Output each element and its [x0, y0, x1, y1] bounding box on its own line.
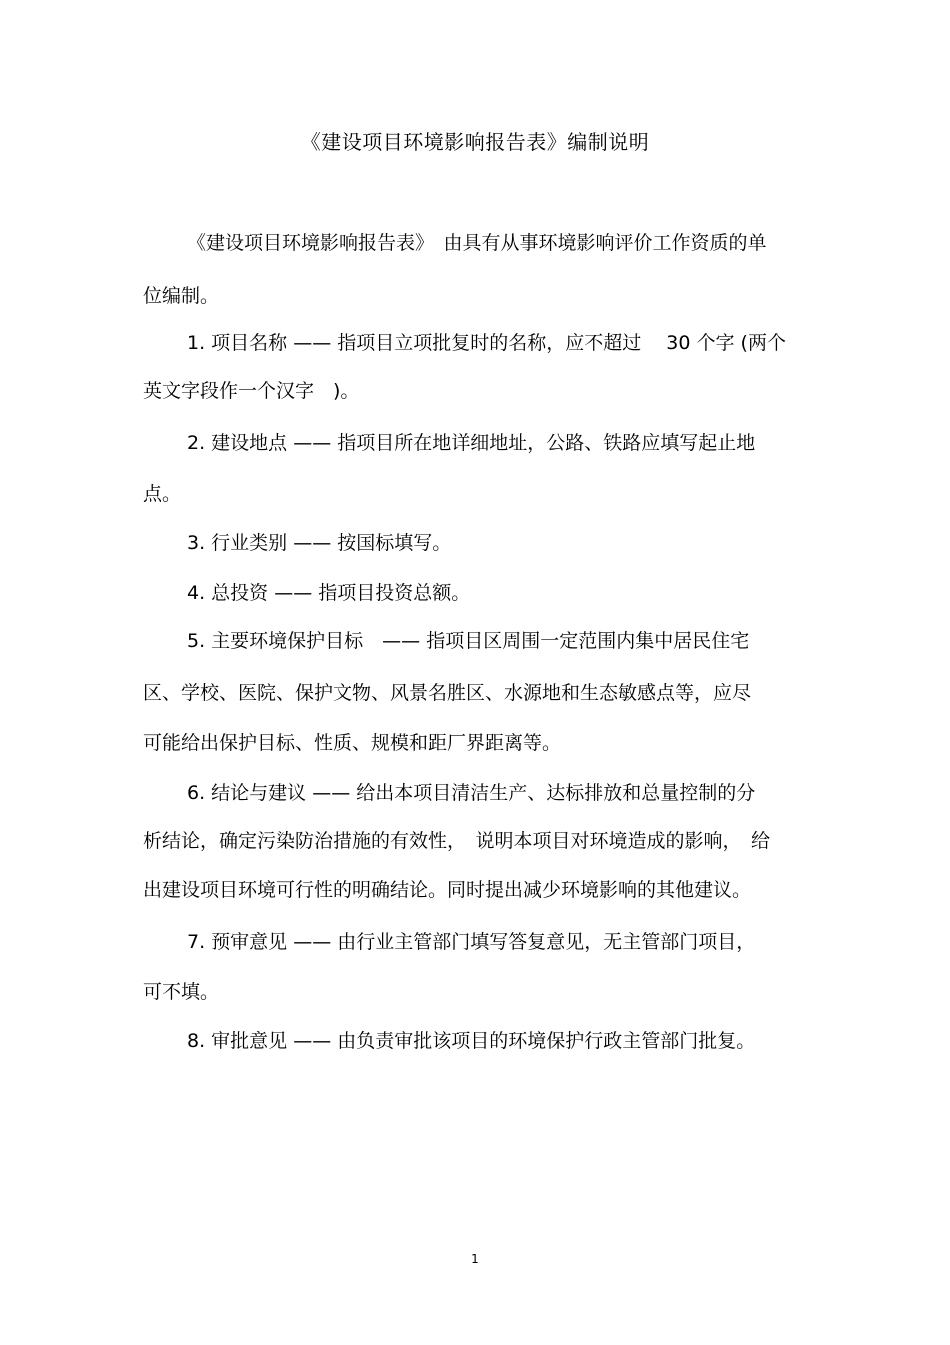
item-1-line-1: 1. 项目名称 —— 指项目立项批复时的名称，应不超过 30 个字 (两个 [187, 332, 786, 354]
item-6-line-3: 出建设项目环境可行性的明确结论。同时提出减少环境影响的其他建议。 [143, 879, 752, 901]
item-6-line-2: 析结论，确定污染防治措施的有效性， 说明本项目对环境造成的影响， 给 [143, 830, 771, 852]
item-8-line-1: 8. 审批意见 —— 由负责审批该项目的环境保护行政主管部门批复。 [187, 1030, 756, 1052]
item-2-line-1: 2. 建设地点 —— 指项目所在地详细地址，公路、铁路应填写起止地 [187, 432, 756, 454]
item-5-line-2: 区、学校、医院、保护文物、风景名胜区、水源地和生态敏感点等，应尽 [143, 682, 752, 704]
item-3-line-1: 3. 行业类别 —— 按国标填写。 [187, 532, 452, 554]
item-1-line-2: 英文字段作一个汉字 )。 [143, 380, 360, 402]
page-number: 1 [471, 1252, 479, 1266]
item-2-line-2: 点。 [143, 483, 182, 505]
intro-line-1: 《建设项目环境影响报告表》 由具有从事环境影响评价工作资质的单 [187, 232, 767, 254]
item-7-line-1: 7. 预审意见 —— 由行业主管部门填写答复意见，无主管部门项目， [187, 931, 756, 953]
item-6-line-1: 6. 结论与建议 —— 给出本项目清洁生产、达标排放和总量控制的分 [187, 782, 756, 804]
item-5-line-3: 可能给出保护目标、性质、规模和距厂界距离等。 [143, 732, 562, 754]
intro-line-2: 位编制。 [143, 285, 220, 307]
item-7-line-2: 可不填。 [143, 981, 220, 1003]
item-4-line-1: 4. 总投资 —— 指项目投资总额。 [187, 582, 471, 604]
item-5-line-1: 5. 主要环境保护目标 —— 指项目区周围一定范围内集中居民住宅 [187, 630, 750, 652]
document-title: 《建设项目环境影响报告表》编制说明 [300, 130, 650, 154]
